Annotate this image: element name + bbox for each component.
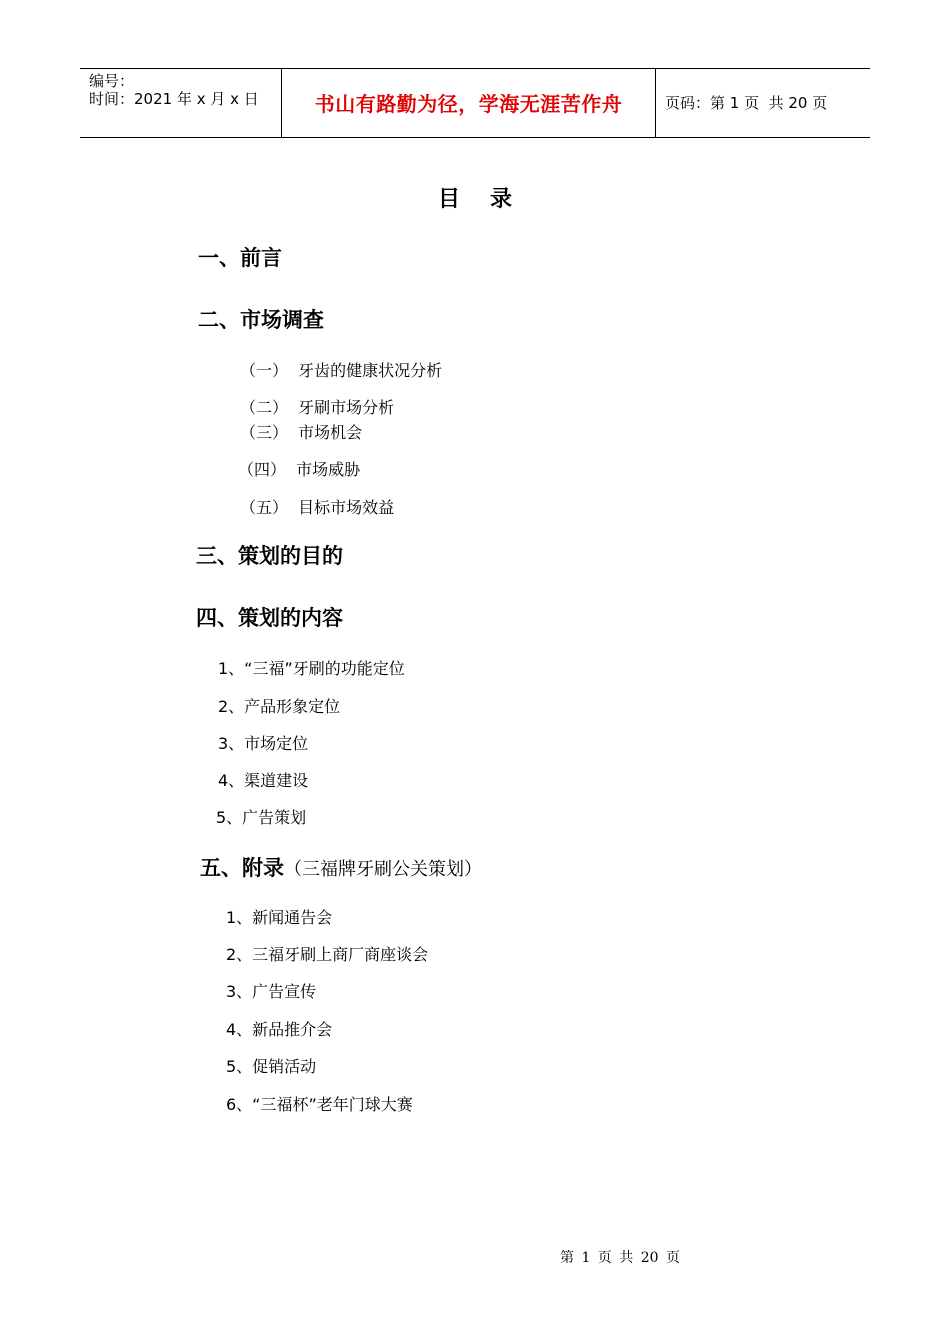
- toc-entry-preface: 一、前言: [198, 246, 282, 270]
- toc-subentry: （一） 牙齿的健康状况分析: [240, 361, 443, 380]
- toc-subentry: 4、新品推介会: [226, 1020, 333, 1039]
- toc-subentry: （四） 市场威胁: [238, 460, 361, 479]
- toc-entry-appendix-label: 五、附录: [200, 856, 284, 880]
- toc-subentry: （三） 市场机会: [240, 423, 363, 442]
- toc-entry-appendix: [200, 856, 482, 881]
- toc-entry-content: 四、策划的内容: [196, 606, 343, 630]
- toc-subentry: 2、三福牙刷上商厂商座谈会: [226, 945, 429, 964]
- toc-entry-purpose: 三、策划的目的: [196, 544, 343, 568]
- toc-entry-market-survey: 二、市场调查: [198, 308, 324, 332]
- toc-entry-appendix-subtitle: （三福牌牙刷公关策划）: [284, 859, 482, 880]
- toc-subentry: （二） 牙刷市场分析: [240, 398, 395, 417]
- document-date-label: 时间：2021 年 x 月 x 日: [89, 90, 259, 108]
- page-footer: 第 1 页 共 20 页: [560, 1250, 680, 1266]
- header-page-number: 页码：第 1 页 共 20 页: [665, 94, 828, 112]
- toc-title: 目录: [437, 187, 542, 212]
- toc-subentry: （五） 目标市场效益: [240, 498, 395, 517]
- toc-subentry: 4、渠道建设: [218, 771, 309, 790]
- toc-subentry: 1、新闻通告会: [226, 908, 333, 927]
- toc-subentry: 6、“三福杯”老年门球大赛: [226, 1095, 413, 1114]
- toc-subentry: 5、广告策划: [216, 808, 307, 827]
- toc-subentry: 3、广告宣传: [226, 982, 317, 1001]
- toc-subentry: 3、市场定位: [218, 734, 309, 753]
- toc-subentry: 5、促销活动: [226, 1057, 317, 1076]
- document-code-label: 编号：: [89, 72, 135, 90]
- toc-subentry: 2、产品形象定位: [218, 697, 341, 716]
- header-motto: 书山有路勤为径，学海无涯苦作舟: [314, 92, 623, 116]
- toc-subentry: 1、“三福”牙刷的功能定位: [218, 659, 405, 678]
